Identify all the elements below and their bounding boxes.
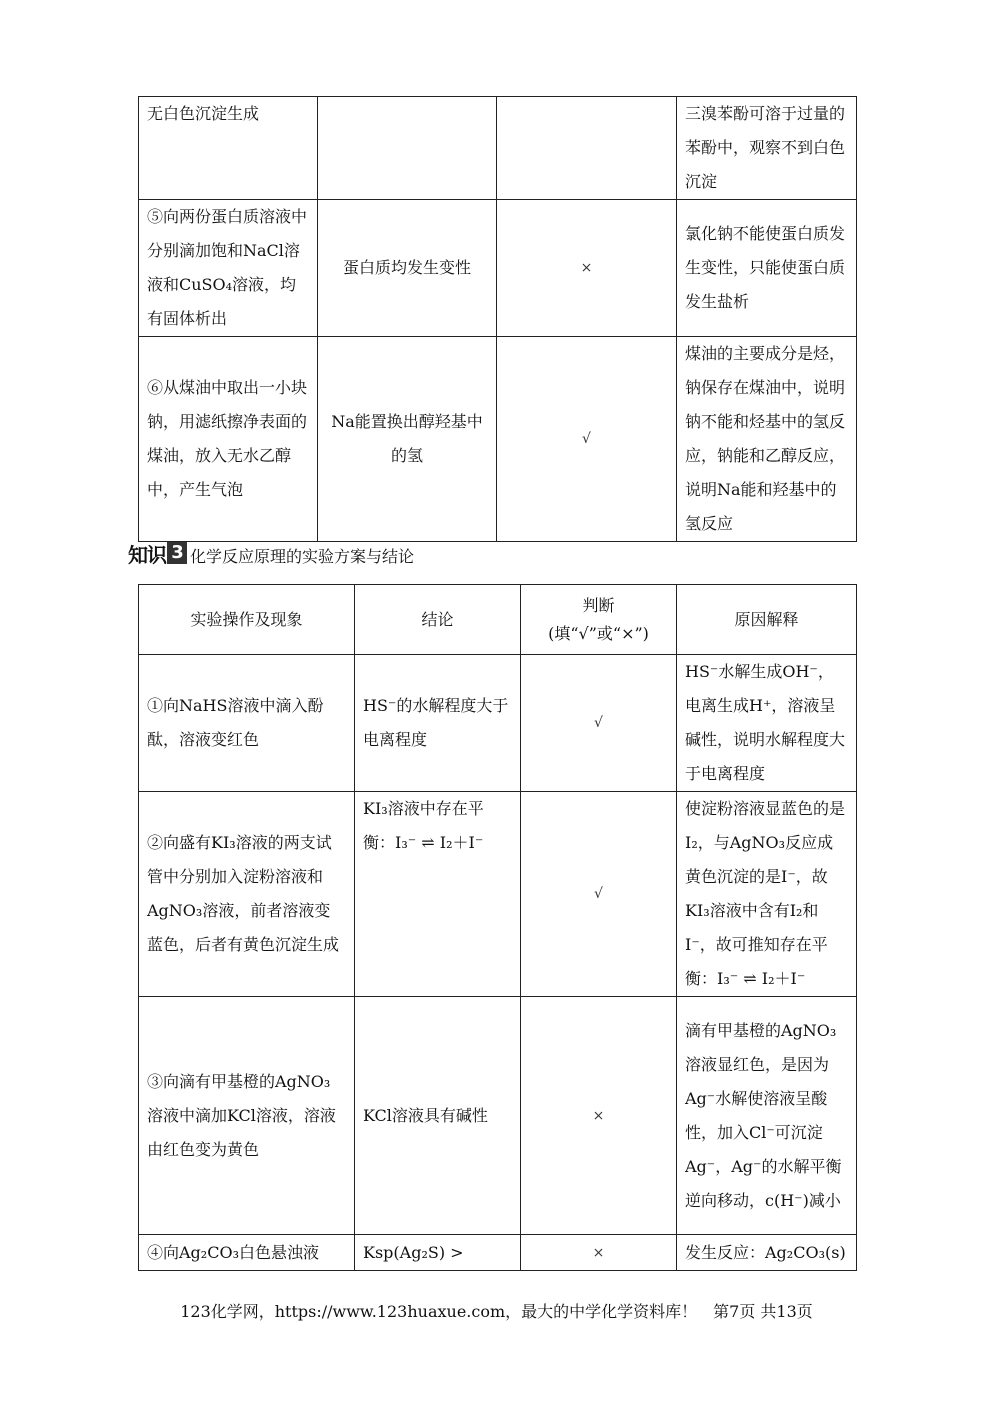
cell-op: ①向NaHS溶液中滴入酚酞，溶液变红色 — [139, 655, 355, 792]
cell-op: ⑤向两份蛋白质溶液中分别滴加饱和NaCl溶液和CuSO₄溶液，均有固体析出 — [139, 200, 318, 337]
table-row — [139, 97, 857, 200]
table-row — [139, 1235, 857, 1271]
table-row — [139, 200, 857, 337]
table-row — [139, 792, 857, 997]
cell-op: ④向Ag₂CO₃白色悬浊液 — [139, 1235, 355, 1271]
header-conclusion: 结论 — [355, 585, 521, 655]
cell-judge: √ — [521, 792, 677, 997]
header-reason: 原因解释 — [677, 585, 857, 655]
cell-judge: × — [521, 1235, 677, 1271]
page-footer: 123化学网，https://www.123huaxue.com，最大的中学化学资料库！ 第7页 共13页 — [180, 1302, 813, 1321]
cell-conclusion: KCl溶液具有碱性 — [355, 997, 521, 1235]
section-badge-text: 知识 — [128, 542, 166, 567]
header-judge — [521, 585, 677, 655]
cell-reason: 使淀粉溶液显蓝色的是I₂，与AgNO₃反应成黄色沉淀的是I⁻，故KI₃溶液中含有I₂和I⁻，故可推知存在平衡：I₃⁻ ⇌ I₂＋I⁻ — [677, 792, 857, 997]
cell-reason: 煤油的主要成分是烃，钠保存在煤油中，说明钠不能和烃基中的氢反应，钠能和乙醇反应，说明Na能和羟基中的氢反应 — [677, 337, 857, 542]
table-row — [139, 997, 857, 1235]
cell-conclusion: KI₃溶液中存在平衡：I₃⁻ ⇌ I₂＋I⁻ — [355, 792, 521, 997]
cell-conclusion: Ksp(Ag₂S) > — [355, 1235, 521, 1271]
table-biochem-experiments — [138, 96, 857, 542]
cell-conclusion: HS⁻的水解程度大于电离程度 — [355, 655, 521, 792]
cell-conclusion: 蛋白质均发生变性 — [318, 200, 497, 337]
header-judge-line1: 判断 — [582, 595, 615, 615]
cell-judge: √ — [521, 655, 677, 792]
section-badge-number: 3 — [167, 542, 187, 564]
table-row — [139, 655, 857, 792]
cell-reason: 发生反应：Ag₂CO₃(s) — [677, 1235, 857, 1271]
section-heading — [128, 541, 414, 565]
cell-reason: 三溴苯酚可溶于过量的苯酚中，观察不到白色沉淀 — [677, 97, 857, 200]
cell-reason: 滴有甲基橙的AgNO₃溶液显红色，是因为Ag⁻水解使溶液呈酸性，加入Cl⁻可沉淀Ag⁻，Ag⁻的水解平衡逆向移动，c(H⁻)减小 — [677, 997, 857, 1235]
cell-op: 无白色沉淀生成 — [139, 97, 318, 200]
header-judge-line2: (填“√”或“×”) — [548, 623, 649, 643]
cell-op: ②向盛有KI₃溶液的两支试管中分别加入淀粉溶液和AgNO₃溶液，前者溶液变蓝色，后者有黄色沉淀生成 — [139, 792, 355, 997]
cell-op: ③向滴有甲基橙的AgNO₃溶液中滴加KCl溶液，溶液由红色变为黄色 — [139, 997, 355, 1235]
cell-judge: × — [521, 997, 677, 1235]
cell-op: ⑥从煤油中取出一小块钠，用滤纸擦净表面的煤油，放入无水乙醇中，产生气泡 — [139, 337, 318, 542]
header-op: 实验操作及现象 — [139, 585, 355, 655]
section-title: 化学反应原理的实验方案与结论 — [190, 546, 415, 566]
cell-judge: × — [497, 200, 677, 337]
cell-judge: √ — [497, 337, 677, 542]
cell-conclusion — [318, 97, 497, 200]
table-row — [139, 337, 857, 542]
cell-judge — [497, 97, 677, 200]
table-reaction-principles — [138, 584, 857, 1271]
table-header-row — [139, 585, 857, 655]
cell-reason: 氯化钠不能使蛋白质发生变性，只能使蛋白质发生盐析 — [677, 200, 857, 337]
cell-conclusion: Na能置换出醇羟基中的氢 — [318, 337, 497, 542]
section-badge — [128, 539, 187, 568]
cell-reason: HS⁻水解生成OH⁻，电离生成H⁺，溶液呈碱性，说明水解程度大于电离程度 — [677, 655, 857, 792]
